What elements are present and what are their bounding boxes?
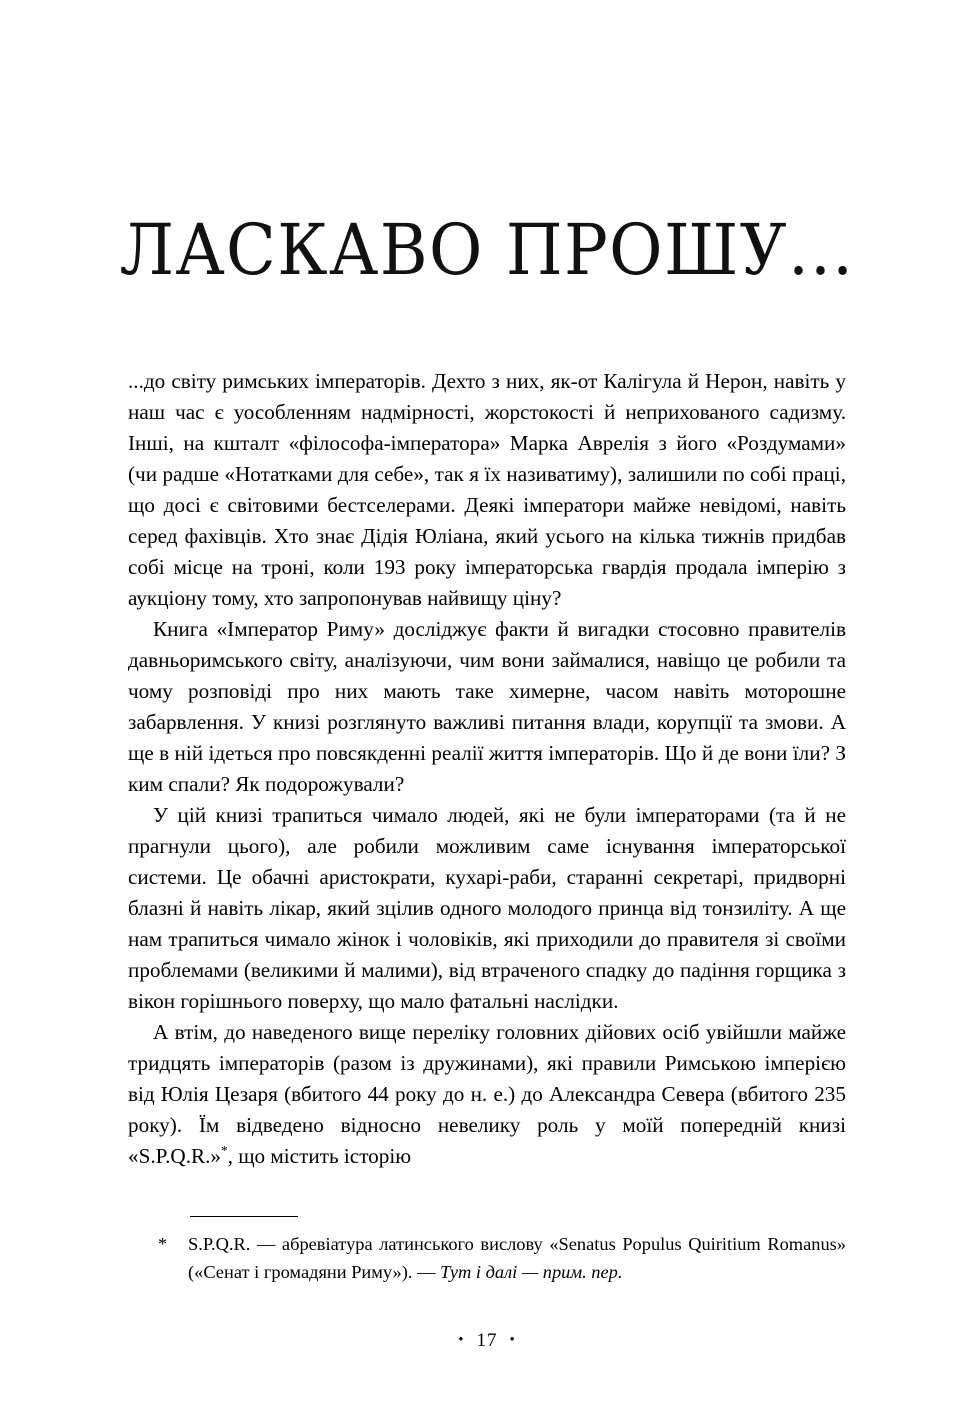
body-paragraph-4-text-before-ref: А втім, до наведеного вище переліку головних дійових осіб увійшли майже тридцять імператорів (разом із дружинами), які правили Римською імперією від Юлія Цезаря (вбитого 44 року до н. е.) до Александра Севера (вбитого 235 року). Їм відведено відносно невелику роль у моїй попередній книзі «S.P.Q.R.» xyxy=(128,1020,846,1168)
footnote-text xyxy=(188,1230,846,1286)
footnote-marker: * xyxy=(158,1234,168,1254)
folio-dot-right: • xyxy=(509,1332,516,1348)
footnote-reference-marker[interactable]: * xyxy=(221,1142,228,1158)
page-folio xyxy=(0,1330,974,1352)
footnote-block xyxy=(128,1216,846,1286)
footnote-separator-rule xyxy=(190,1216,298,1217)
body-paragraph-4 xyxy=(128,1017,846,1172)
body-paragraph-4-text-after-ref: , що містить історію xyxy=(227,1144,412,1168)
footnote-text-roman: S.P.Q.R. — абревіатура латинського вислову «Senatus Populus Quiritium Romanus» («Сенат і громадяни Риму»). — xyxy=(188,1234,846,1282)
folio-dot-left: • xyxy=(458,1332,465,1348)
chapter-title: ЛАСКАВО ПРОШУ... xyxy=(119,208,855,291)
footnote-item xyxy=(128,1230,846,1286)
body-paragraph-1: ...до світу римських імператорів. Дехто з них, як-от Калігула й Нерон, навіть у наш час є уособленням надмірності, жорстокості й неприхованого садизму. Інші, на кшталт «філософа-імператора» Марка Аврелія з його «Роздумами» (чи радше «Нотатками для себе», так я їх називатиму), залишили по собі праці, що досі є світовими бестселерами. Деякі імператори майже невідомі, навіть серед фахівців. Хто знає Дідія Юліана, який усього на кілька тижнів придбав собі місце на троні, коли 193 року імператорська гвардія продала імперію з аукціону тому, хто запропонував найвищу ціну? xyxy=(128,369,846,610)
footnote-text-italic: Тут і далі — прим. пер. xyxy=(440,1262,623,1282)
body-paragraph-2: Книга «Імператор Риму» досліджує факти й вигадки стосовно правителів давньоримського світу, аналізуючи, чим вони займалися, навіщо це робили та чому розповіді про них мають таке химерне, часом навіть моторошне забарвлення. У книзі розглянуто важливі питання влади, корупції та змови. А ще в ній ідеться про повсякденні реалії життя імператорів. Що й де вони їли? З ким спали? Як подорожували? xyxy=(128,617,846,796)
folio-page-number: 17 xyxy=(476,1330,498,1351)
body-paragraph-3: У цій книзі трапиться чимало людей, які не були імператорами (та й не прагнули цього), але робили можливим саме існування імператорської системи. Це обачні аристократи, кухарі-раби, старанні секретарі, придворні блазні й навіть лікар, який зцілив одного молодого принца від тонзиліту. А ще нам трапиться чимало жінок і чоловіків, які приходили до правителя зі своїми проблемами (великими й малими), від втраченого спадку до падіння горщика з вікон горішнього поверху, що мало фатальні наслідки. xyxy=(128,803,846,1013)
body-text-column xyxy=(128,366,846,1172)
